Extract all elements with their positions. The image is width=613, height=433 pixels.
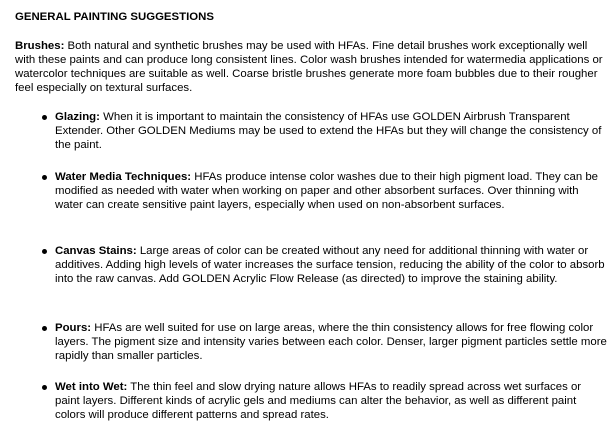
list-item-text	[55, 244, 607, 286]
item-body: Large areas of color can be created without any need for additional thinning with water or additives. Adding high levels of water increases the surface tension, reducing the ability of the color to absorb into the raw canvas. Add GOLDEN Acrylic Flow Release (as directed) to improve the staining ability.	[55, 245, 605, 285]
bullet-icon	[42, 249, 47, 254]
brushes-text: Both natural and synthetic brushes may be used with HFAs. Fine detail brushes work exceptionally well with these paints and can produce long consistent lines. Color wash brushes intended for watermedia applications or watercolor techniques are suitable as well. Coarse bristle brushes generate more foam bubbles due to their rougher feel especially on textural surfaces.	[15, 40, 603, 94]
list-item-text	[55, 170, 607, 212]
item-body: HFAs produce intense color washes due to their high pigment load. They can be modified as needed with water when working on paper and other absorbent surfaces. Over thinning with water can create sensitive paint layers, especially when used on non-absorbent surfaces.	[55, 171, 599, 211]
list-item-text	[55, 321, 607, 363]
list-item-text	[55, 110, 607, 152]
page-heading: GENERAL PAINTING SUGGESTIONS	[15, 11, 214, 23]
item-term: Glazing:	[55, 111, 100, 123]
item-term: Water Media Techniques:	[55, 171, 192, 183]
item-body: HFAs are well suited for use on large areas, where the thin consistency allows for free flowing color layers. The pigment size and intensity varies between each color. Denser, larger pigment particles settle more rapidly than smaller particles.	[55, 322, 607, 362]
item-term: Canvas Stains:	[55, 245, 137, 257]
bullet-icon	[42, 115, 47, 120]
item-term: Pours:	[55, 322, 92, 334]
brushes-term: Brushes:	[15, 40, 65, 52]
bullet-icon	[42, 385, 47, 390]
bullet-icon	[42, 175, 47, 180]
brushes-paragraph	[15, 39, 610, 95]
item-body: The thin feel and slow drying nature allows HFAs to readily spread across wet surfaces or paint layers. Different kinds of acrylic gels and mediums can alter the behavior, as well as different paint colors will produce different patterns and spread rates.	[55, 381, 582, 421]
list-item-text	[55, 380, 607, 422]
item-term: Wet into Wet:	[55, 381, 128, 393]
item-body: When it is important to maintain the consistency of HFAs use GOLDEN Airbrush Transparent Extender. Other GOLDEN Mediums may be used to extend the HFAs but they will change the consistency of the paint.	[55, 111, 602, 151]
bullet-icon	[42, 326, 47, 331]
